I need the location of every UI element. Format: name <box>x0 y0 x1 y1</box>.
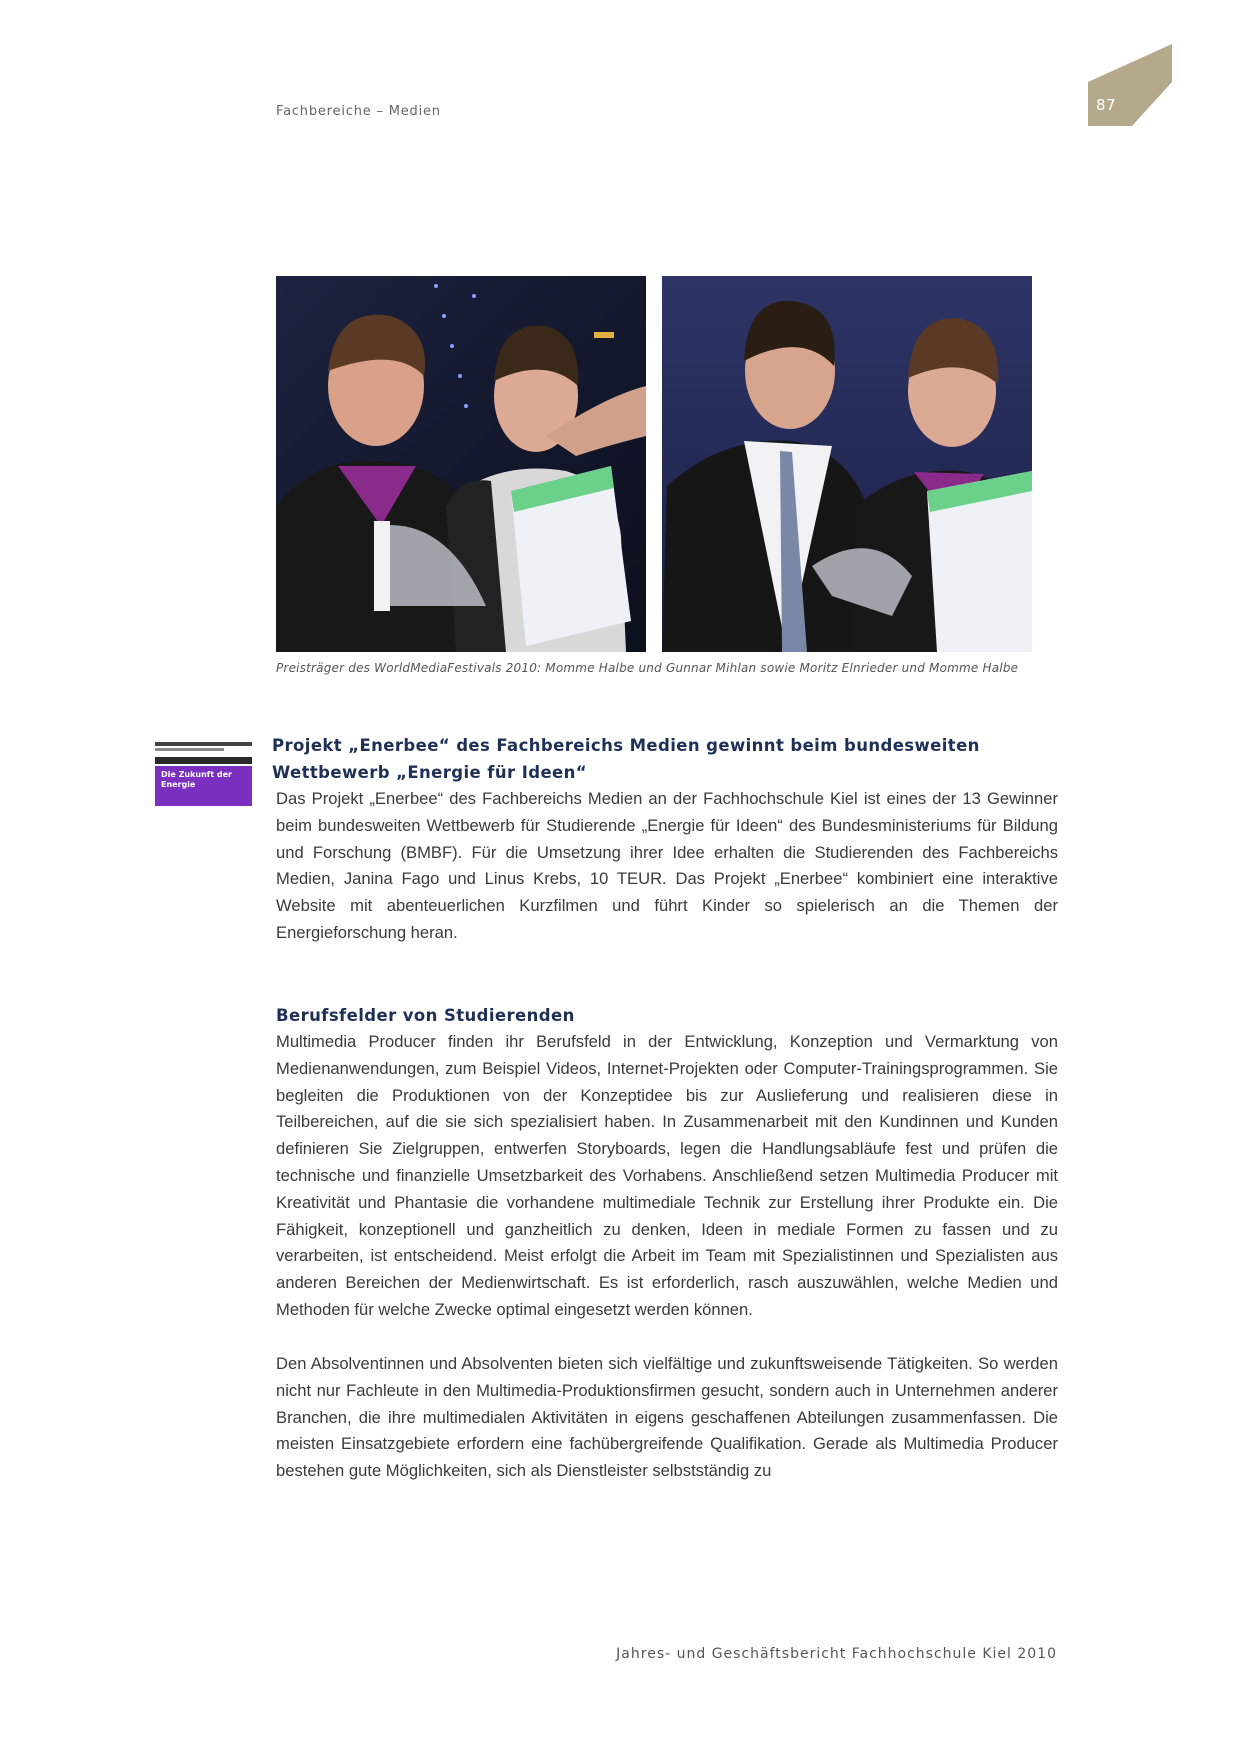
energie-fuer-ideen-thumbnail <box>153 740 254 806</box>
article-berufsfelder-paragraph-2: Den Absolventinnen und Absolventen bieten sich vielfältige und zukunftsweisende Tätigkeiten. So werden nicht nur Fachleute in den Multimedia-Produktionsfirmen gesucht, sondern auch in Unternehmen anderer Branchen, die ihre multimedialen Aktivitäten in eigens geschaffenen Abteilungen zusammenfassen. Die meisten Einsatzgebiete erfordern eine fachübergreifende Qualifikation. Gerade als Multimedia Producer bestehen gute Möglichkeiten, sich als Dienstleister selbstständig zu <box>276 1354 1058 1481</box>
page-number: 87 <box>1096 96 1117 114</box>
footer-report-title: Jahres- und Geschäftsbericht Fachhochschule Kiel 2010 <box>616 1646 1057 1662</box>
award-photo-right <box>662 276 1032 652</box>
thumbnail-bar <box>155 757 252 764</box>
thumbnail-title: Die Zukunft der Energie <box>155 766 252 806</box>
award-photo-left <box>276 276 646 652</box>
photo-caption: Preisträger des WorldMediaFestivals 2010: Momme Halbe und Gunnar Mihlan sowie Moritz Elnrieder und Momme Halbe <box>276 661 1019 675</box>
thumbnail-text-line <box>155 742 252 746</box>
article-berufsfelder-heading: Berufsfelder von Studierenden <box>276 1006 575 1025</box>
article-berufsfelder-paragraph-1: Multimedia Producer finden ihr Berufsfeld in der Entwicklung, Konzeption und Vermarktung von Medienanwendungen, zum Beispiel Videos, Internet-Projekten oder Computer-Trainingsprogrammen. Sie begleiten die Produktionen von der Konzeptidee bis zur Auslieferung und realisieren diese in Teilbereichen, auf die sie sich spezialisiert haben. In Zusammenarbeit mit den Kundinnen und Kunden definieren Sie Zielgruppen, entwerfen Storyboards, legen die Handlungsabläufe fest und prüfen die technische und finanzielle Umsetzbarkeit des Vorhabens. Anschließend setzen Multimedia Producer mit Kreativität und Phantasie die vorhandene multimediale Technik zur Erstellung ihrer Produkte ein. Die Fähigkeit, konzeptionell und ganzheitlich zu denken, Ideen in mediale Formen zu fassen und zu verarbeiten, ist entscheidend. Meist erfolgt die Arbeit im Team mit Spezialistinnen und Spezialisten aus anderen Bereichen der Medienwirtschaft. Es ist erforderlich, rasch auszuwählen, welche Medien und Methoden für welche Zwecke optimal eingesetzt werden können. <box>276 1032 1058 1319</box>
thumbnail-text-line <box>155 748 224 751</box>
running-title: Fachbereiche – Medien <box>276 104 441 119</box>
article-enerbee-heading: Projekt „Enerbee“ des Fachbereichs Medien gewinnt beim bundesweiten Wettbewerb „Energie für Ideen“ <box>272 736 980 782</box>
article-enerbee-text: Das Projekt „Enerbee“ des Fachbereichs Medien an der Fachhochschule Kiel ist eines der 13 Gewinner beim bundesweiten Wettbewerb für Studierende „Energie für Ideen“ des Bundesministeriums für Bildung und Forschung (BMBF). Für die Umsetzung ihrer Idee erhalten die Studierenden des Fachbereichs Medien, Janina Fago und Linus Krebs, 10 TEUR. Das Projekt „Enerbee“ kombiniert eine interaktive Website mit abenteuerlichen Kurzfilmen und führt Kinder so spielerisch an die Themen der Energieforschung heran. <box>276 789 1058 942</box>
